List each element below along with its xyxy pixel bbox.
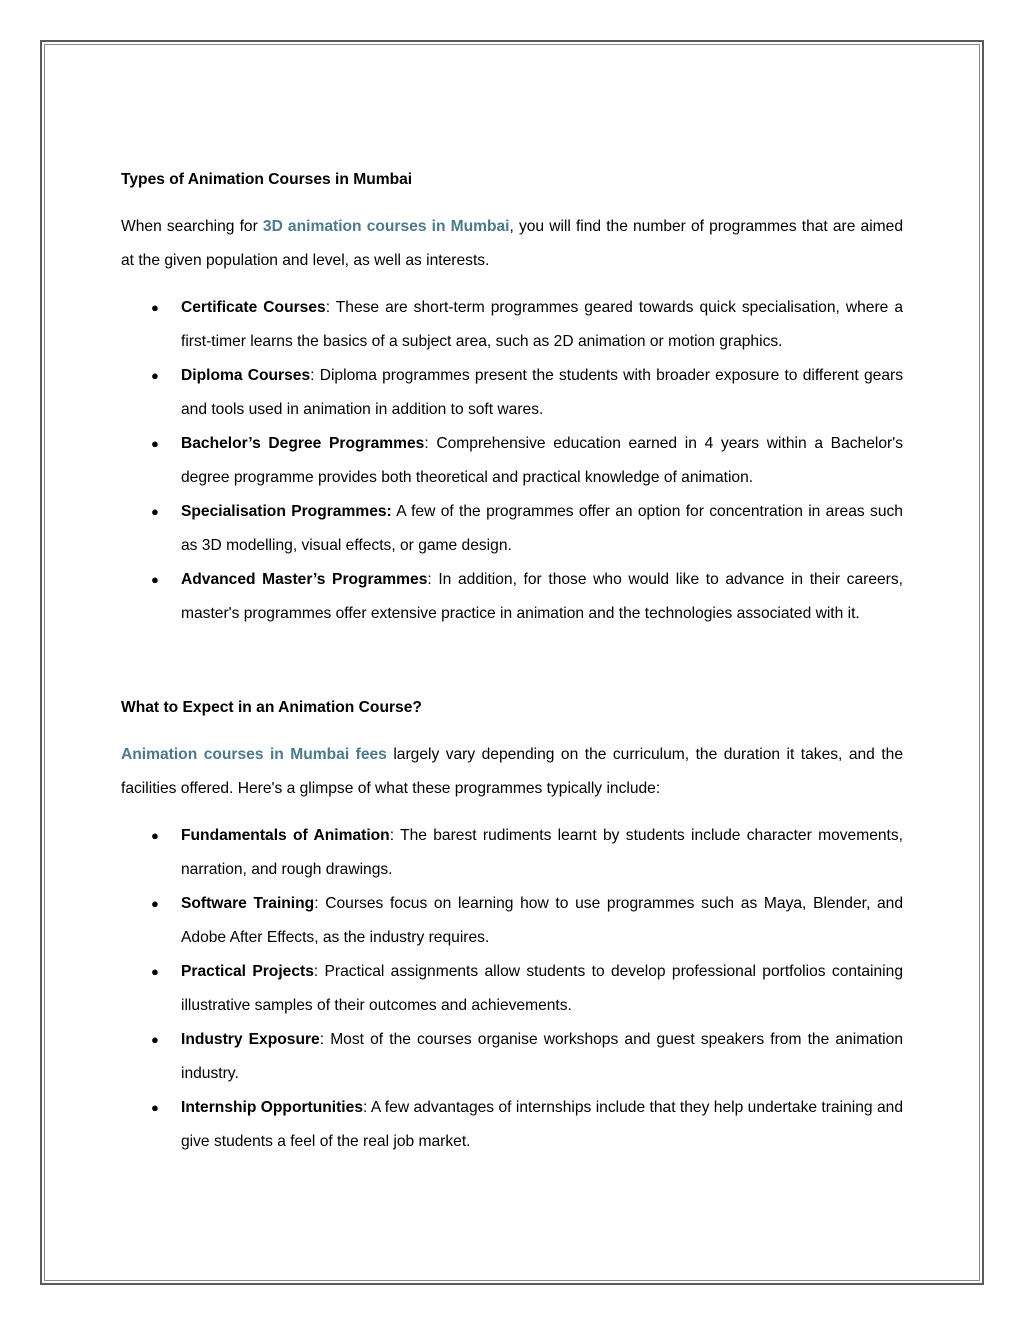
bullet-icon: ●: [151, 828, 159, 843]
list-item: ● Fundamentals of Animation: The barest rudiments learnt by students include character movements, narration, and rough drawings.: [121, 819, 903, 887]
list-item: ● Industry Exposure: Most of the courses organise workshops and guest speakers from the animation industry.: [121, 1023, 903, 1091]
bullet-icon: ●: [151, 436, 159, 451]
list-item: ● Bachelor’s Degree Programmes: Comprehensive education earned in 4 years within a Bachelor's degree programme provides both theoretical and practical knowledge of animation.: [121, 427, 903, 495]
link-animation-courses-fees[interactable]: Animation courses in Mumbai fees: [121, 746, 387, 763]
bullet-icon: ●: [151, 964, 159, 979]
bullet-icon: ●: [151, 1032, 159, 1047]
bullet-icon: ●: [151, 572, 159, 587]
bullet-icon: ●: [151, 300, 159, 315]
list-item: ● Advanced Master’s Programmes: In addition, for those who would like to advance in their careers, master's programmes offer extensive practice in animation and the technologies associated with it.: [121, 563, 903, 631]
course-types-list: [121, 291, 903, 631]
link-3d-animation-courses[interactable]: 3D animation courses in Mumbai: [262, 218, 510, 235]
intro-paragraph-expect: Animation courses in Mumbai fees largely vary depending on the curriculum, the duration it takes, and the facilities offered. Here's a glimpse of what these programmes typically include:: [121, 746, 903, 797]
document-body: [121, 163, 903, 1159]
list-item: ● Specialisation Programmes: A few of the programmes offer an option for concentration in areas such as 3D modelling, visual effects, or game design.: [121, 495, 903, 563]
section-heading-expect: What to Expect in an Animation Course?: [121, 699, 422, 716]
course-contents-list: [121, 819, 903, 1159]
bullet-icon: ●: [151, 896, 159, 911]
bullet-icon: ●: [151, 504, 159, 519]
list-item: ● Certificate Courses: These are short-term programmes geared towards quick specialisation, where a first-timer learns the basics of a subject area, such as 2D animation or motion graphics.: [121, 291, 903, 359]
list-item: ● Practical Projects: Practical assignments allow students to develop professional portfolios containing illustrative samples of their outcomes and achievements.: [121, 955, 903, 1023]
bullet-icon: ●: [151, 1100, 159, 1115]
list-item: ● Internship Opportunities: A few advantages of internships include that they help undertake training and give students a feel of the real job market.: [121, 1091, 903, 1159]
list-item: ● Software Training: Courses focus on learning how to use programmes such as Maya, Blender, and Adobe After Effects, as the industry requires.: [121, 887, 903, 955]
intro-paragraph-types: When searching for 3D animation courses in Mumbai, you will find the number of programmes that are aimed at the given population and level, as well as interests.: [121, 218, 903, 269]
section-heading-types: Types of Animation Courses in Mumbai: [121, 171, 413, 188]
bullet-icon: ●: [151, 368, 159, 383]
list-item: ● Diploma Courses: Diploma programmes present the students with broader exposure to different gears and tools used in animation in addition to soft wares.: [121, 359, 903, 427]
